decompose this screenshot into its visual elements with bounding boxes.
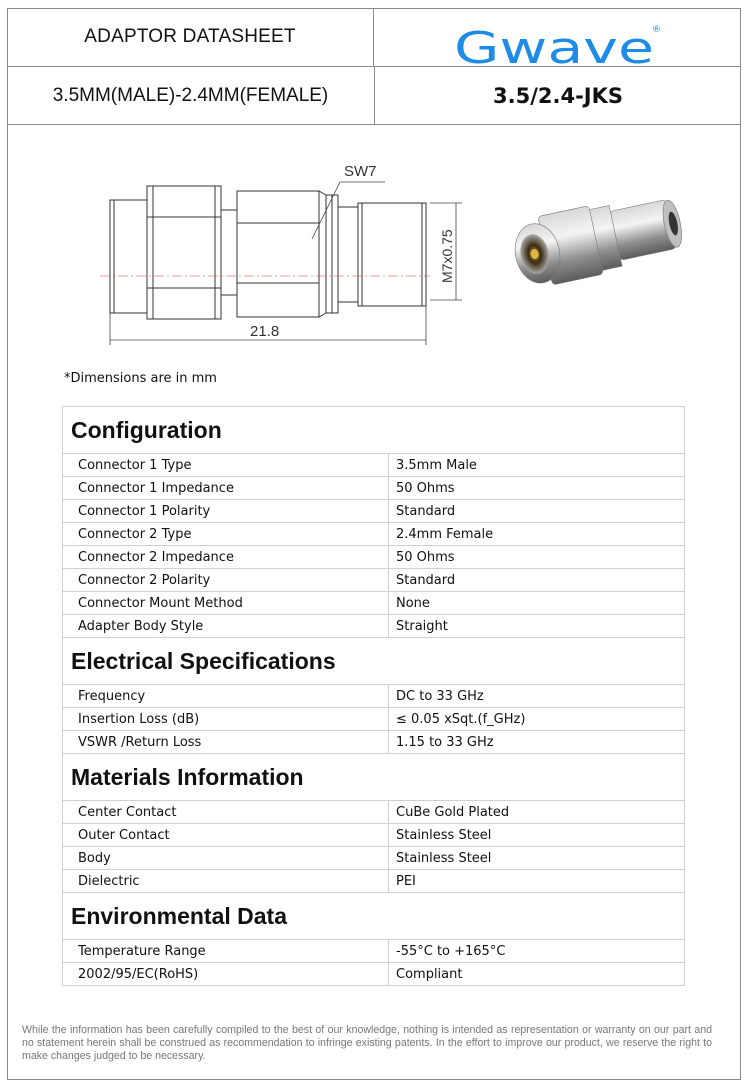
doc-title-cell <box>7 8 374 66</box>
table-row <box>63 477 685 500</box>
spec-value: Standard <box>389 500 685 523</box>
hex-nut-outline <box>147 186 221 319</box>
male-end-outline <box>110 200 147 313</box>
length-dimension-label: 21.8 <box>250 323 280 340</box>
section-header-row <box>63 893 685 940</box>
spec-value: Compliant <box>389 963 685 986</box>
section-title: Configuration <box>63 407 685 454</box>
dimension-note: *Dimensions are in mm <box>64 371 217 386</box>
table-row <box>63 500 685 523</box>
wrench-size-label: SW7 <box>344 163 377 180</box>
spec-value: 1.15 to 33 GHz <box>389 731 685 754</box>
adapter-body-outline <box>237 191 319 317</box>
product-description-cell <box>7 67 375 124</box>
table-row <box>63 454 685 477</box>
table-row <box>63 824 685 847</box>
spec-value: 3.5mm Male <box>389 454 685 477</box>
spec-label: Adapter Body Style <box>63 615 389 638</box>
brand-logo <box>374 8 741 67</box>
female-end-outline <box>358 203 426 306</box>
spec-value: Stainless Steel <box>389 824 685 847</box>
table-row <box>63 731 685 754</box>
spec-value: 50 Ohms <box>389 546 685 569</box>
header-row-bottom <box>7 67 741 125</box>
spec-label: Insertion Loss (dB) <box>63 708 389 731</box>
spec-label: Temperature Range <box>63 940 389 963</box>
spec-value: Straight <box>389 615 685 638</box>
spec-label: Connector 1 Type <box>63 454 389 477</box>
section-title: Materials Information <box>63 754 685 801</box>
spec-value: Standard <box>389 569 685 592</box>
part-number: 3.5/2.4-JKS <box>493 83 623 108</box>
spec-label: Connector 1 Polarity <box>63 500 389 523</box>
table-row <box>63 685 685 708</box>
spec-value: -55°C to +165°C <box>389 940 685 963</box>
spec-value: ≤ 0.05 xSqt.(f_GHz) <box>389 708 685 731</box>
spec-label: VSWR /Return Loss <box>63 731 389 754</box>
table-row <box>63 940 685 963</box>
logo-cell <box>374 8 741 66</box>
spec-label: Body <box>63 847 389 870</box>
spec-value: 50 Ohms <box>389 477 685 500</box>
spec-value: None <box>389 592 685 615</box>
spec-label: Connector 2 Impedance <box>63 546 389 569</box>
table-row <box>63 523 685 546</box>
section-title: Electrical Specifications <box>63 638 685 685</box>
product-description: 3.5MM(MALE)-2.4MM(FEMALE) <box>52 84 329 106</box>
brand-logo-svg <box>374 8 741 67</box>
spec-label: Connector 1 Impedance <box>63 477 389 500</box>
spec-label: Outer Contact <box>63 824 389 847</box>
table-row <box>63 963 685 986</box>
section-header-row <box>63 754 685 801</box>
table-row <box>63 592 685 615</box>
section-header-row <box>63 407 685 454</box>
adapter-product-photo <box>497 168 705 320</box>
spec-label: Connector 2 Type <box>63 523 389 546</box>
spec-label: 2002/95/EC(RoHS) <box>63 963 389 986</box>
spec-label: Frequency <box>63 685 389 708</box>
spec-value: PEI <box>389 870 685 893</box>
table-row <box>63 708 685 731</box>
spec-label: Connector 2 Polarity <box>63 569 389 592</box>
adapter-dimension-drawing <box>100 155 480 350</box>
spec-value: DC to 33 GHz <box>389 685 685 708</box>
thread-dimension-label: M7x0.75 <box>439 229 455 283</box>
spec-value: 2.4mm Female <box>389 523 685 546</box>
header-row-top <box>7 8 741 67</box>
table-row <box>63 546 685 569</box>
part-number-cell <box>375 67 741 124</box>
spec-label: Center Contact <box>63 801 389 824</box>
section-header-row <box>63 638 685 685</box>
spec-value: CuBe Gold Plated <box>389 801 685 824</box>
spec-value: Stainless Steel <box>389 847 685 870</box>
table-row <box>63 801 685 824</box>
wrench-leader <box>312 182 385 239</box>
table-row <box>63 569 685 592</box>
specification-table <box>62 406 685 986</box>
spec-label: Dielectric <box>63 870 389 893</box>
disclaimer: While the information has been carefully compiled to the best of our knowledge, nothing is intended as representation or warranty on our part and no statement herein shall be construed as recommendation to infringe existing patents. In the effort to improve our product, we reserve the right to make changes judged to be necessary. <box>22 1024 712 1062</box>
doc-title: ADAPTOR DATASHEET <box>84 26 296 47</box>
brand-wordmark: Gwave <box>454 22 654 67</box>
table-row <box>63 615 685 638</box>
table-row <box>63 870 685 893</box>
table-row <box>63 847 685 870</box>
spec-label: Connector Mount Method <box>63 592 389 615</box>
section-title: Environmental Data <box>63 893 685 940</box>
registered-mark: ® <box>652 24 661 35</box>
